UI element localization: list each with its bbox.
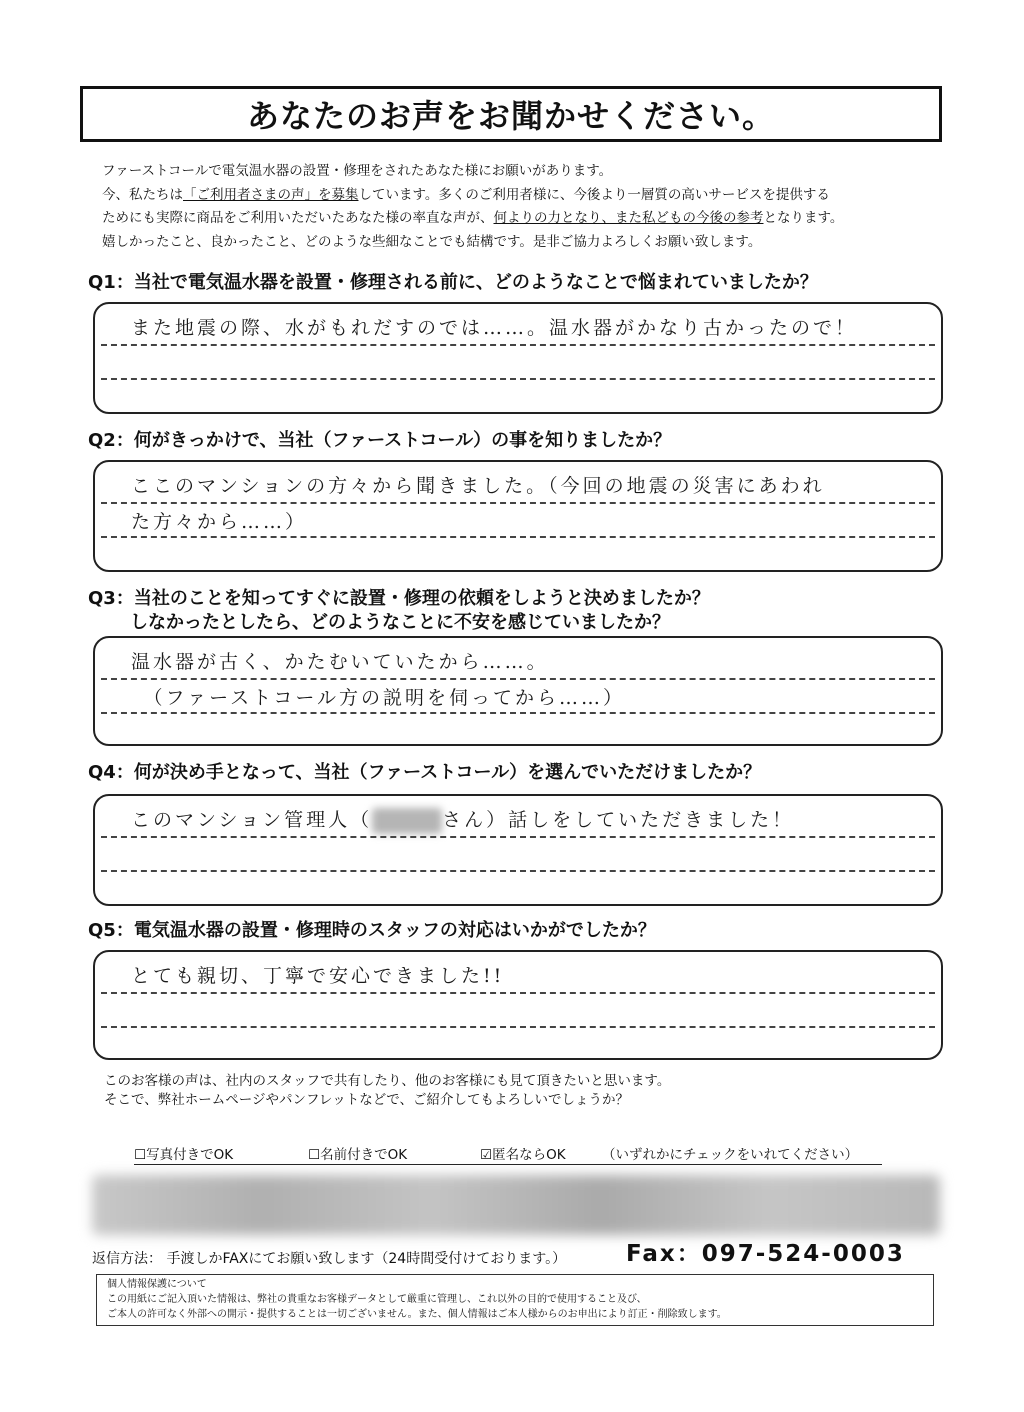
dashed-rule xyxy=(101,836,935,838)
answer-5-line-2 xyxy=(95,994,941,1030)
answer-5-line-1: とても親切、丁寧で安心できました!! xyxy=(131,965,505,987)
answer-3-line-1: 温水器が古く、かたむいていたから……。 xyxy=(131,651,549,673)
consent-text xyxy=(104,1072,944,1110)
privacy-line: この用紙にご記入頂いた情報は、弊社の貴重なお客様データとして厳重に管理し、これ以外の目的で使用すること及び、 xyxy=(107,1294,647,1305)
intro-text-part: ためにも実際に商品をご利用いただいたあなた様の率直な声が、 xyxy=(102,210,494,226)
answer-2-line-2: た方々から……） xyxy=(131,511,308,533)
question-1-label: Q1：当社で電気温水器を設置・修理される前に、どのようなことで悩まれていましたか？ xyxy=(88,272,818,293)
privacy-notice xyxy=(96,1274,934,1326)
question-5-label: Q5：電気温水器の設置・修理時のスタッフの対応はいかがでしたか？ xyxy=(88,920,656,941)
intro-line xyxy=(102,207,942,231)
reply-method: 返信方法： 手渡しかFAXにてお願い致します（24時間受付けております。） xyxy=(92,1251,567,1267)
intro-emphasis: 何よりの力となり、また私どもの今後の参考 xyxy=(493,210,764,226)
answer-4-text: さん）話しをしていただきました！ xyxy=(442,809,795,831)
dashed-rule xyxy=(101,712,935,714)
answer-1-line-1: また地震の際、水がもれだすのでは……。温水器がかなり古かったので！ xyxy=(131,317,858,339)
checkbox-name-ok[interactable]: ☐名前付きでOK xyxy=(308,1147,408,1163)
page-title: あなたのお声をお聞かせください。 xyxy=(80,86,942,142)
dashed-rule xyxy=(101,1026,935,1028)
redacted-name xyxy=(372,808,442,834)
consent-line: そこで、弊社ホームページやパンフレットなどで、ご紹介してもよろしいでしょうか？ xyxy=(104,1092,630,1108)
answer-3-line-2: （ファーストコール方の説明を伺ってから……） xyxy=(131,687,626,709)
dashed-rule xyxy=(101,536,935,538)
dashed-rule xyxy=(101,870,935,872)
answer-1-line-2 xyxy=(95,346,941,382)
answer-4-box xyxy=(93,794,943,906)
answer-1-box xyxy=(93,302,943,414)
intro-line xyxy=(102,184,942,208)
question-3-sublabel: しなかったとしたら、どのようなことに不安を感じていましたか？ xyxy=(130,612,670,633)
intro-text-part: となります。 xyxy=(763,210,844,226)
intro-emphasis: 「ご利用者さまの声」を募集 xyxy=(183,186,359,203)
answer-2-line-1: ここのマンションの方々から聞きました。（今回の地震の災害にあわれ xyxy=(131,475,825,497)
intro-text-part: しています。多くのご利用者様に、今後より一層質の高いサービスを提供する xyxy=(358,186,830,203)
question-2-label: Q2：何がきっかけで、当社（ファーストコール）の事を知りましたか？ xyxy=(88,430,672,451)
answer-5-box xyxy=(93,950,943,1060)
question-3-label: Q3：当社のことを知ってすぐに設置・修理の依頼をしようと決めましたか？ xyxy=(88,588,710,609)
answer-3-box xyxy=(93,636,943,746)
privacy-line: ご本人の許可なく外部への開示・提供することは一切ございません。また、個人情報はご本人様からのお申出により訂正・削除致します。 xyxy=(107,1309,727,1320)
redacted-customer-info xyxy=(92,1175,940,1235)
dashed-rule xyxy=(101,378,935,380)
intro-text xyxy=(102,160,942,254)
consent-checkboxes xyxy=(134,1146,882,1165)
answer-4-text: このマンション管理人（ xyxy=(131,809,373,831)
consent-line: このお客様の声は、社内のスタッフで共有したり、他のお客様にも見て頂きたいと思います。 xyxy=(104,1073,671,1089)
intro-line: 嬉しかったこと、良かったこと、どのような些細なことでも結構です。是非ご協力よろしくお願い致します。 xyxy=(102,233,762,250)
checkbox-photo-ok[interactable]: ☐写真付きでOK xyxy=(134,1147,234,1163)
intro-line: ファーストコールで電気温水器の設置・修理をされたあなた様にお願いがあります。 xyxy=(102,163,613,179)
privacy-title: 個人情報保護について xyxy=(107,1279,207,1290)
answer-2-box xyxy=(93,460,943,572)
fax-number: Fax：097-524-0003 xyxy=(626,1241,905,1267)
question-4-label: Q4：何が決め手となって、当社（ファーストコール）を選んでいただけましたか？ xyxy=(88,762,762,783)
answer-4-line-1 xyxy=(95,802,941,838)
intro-text-part: 今、私たちは xyxy=(102,186,183,203)
checkbox-anonymous-ok[interactable]: ☑匿名ならOK xyxy=(480,1147,566,1163)
checkbox-note: （いずれかにチェックをいれてください） xyxy=(602,1147,859,1163)
